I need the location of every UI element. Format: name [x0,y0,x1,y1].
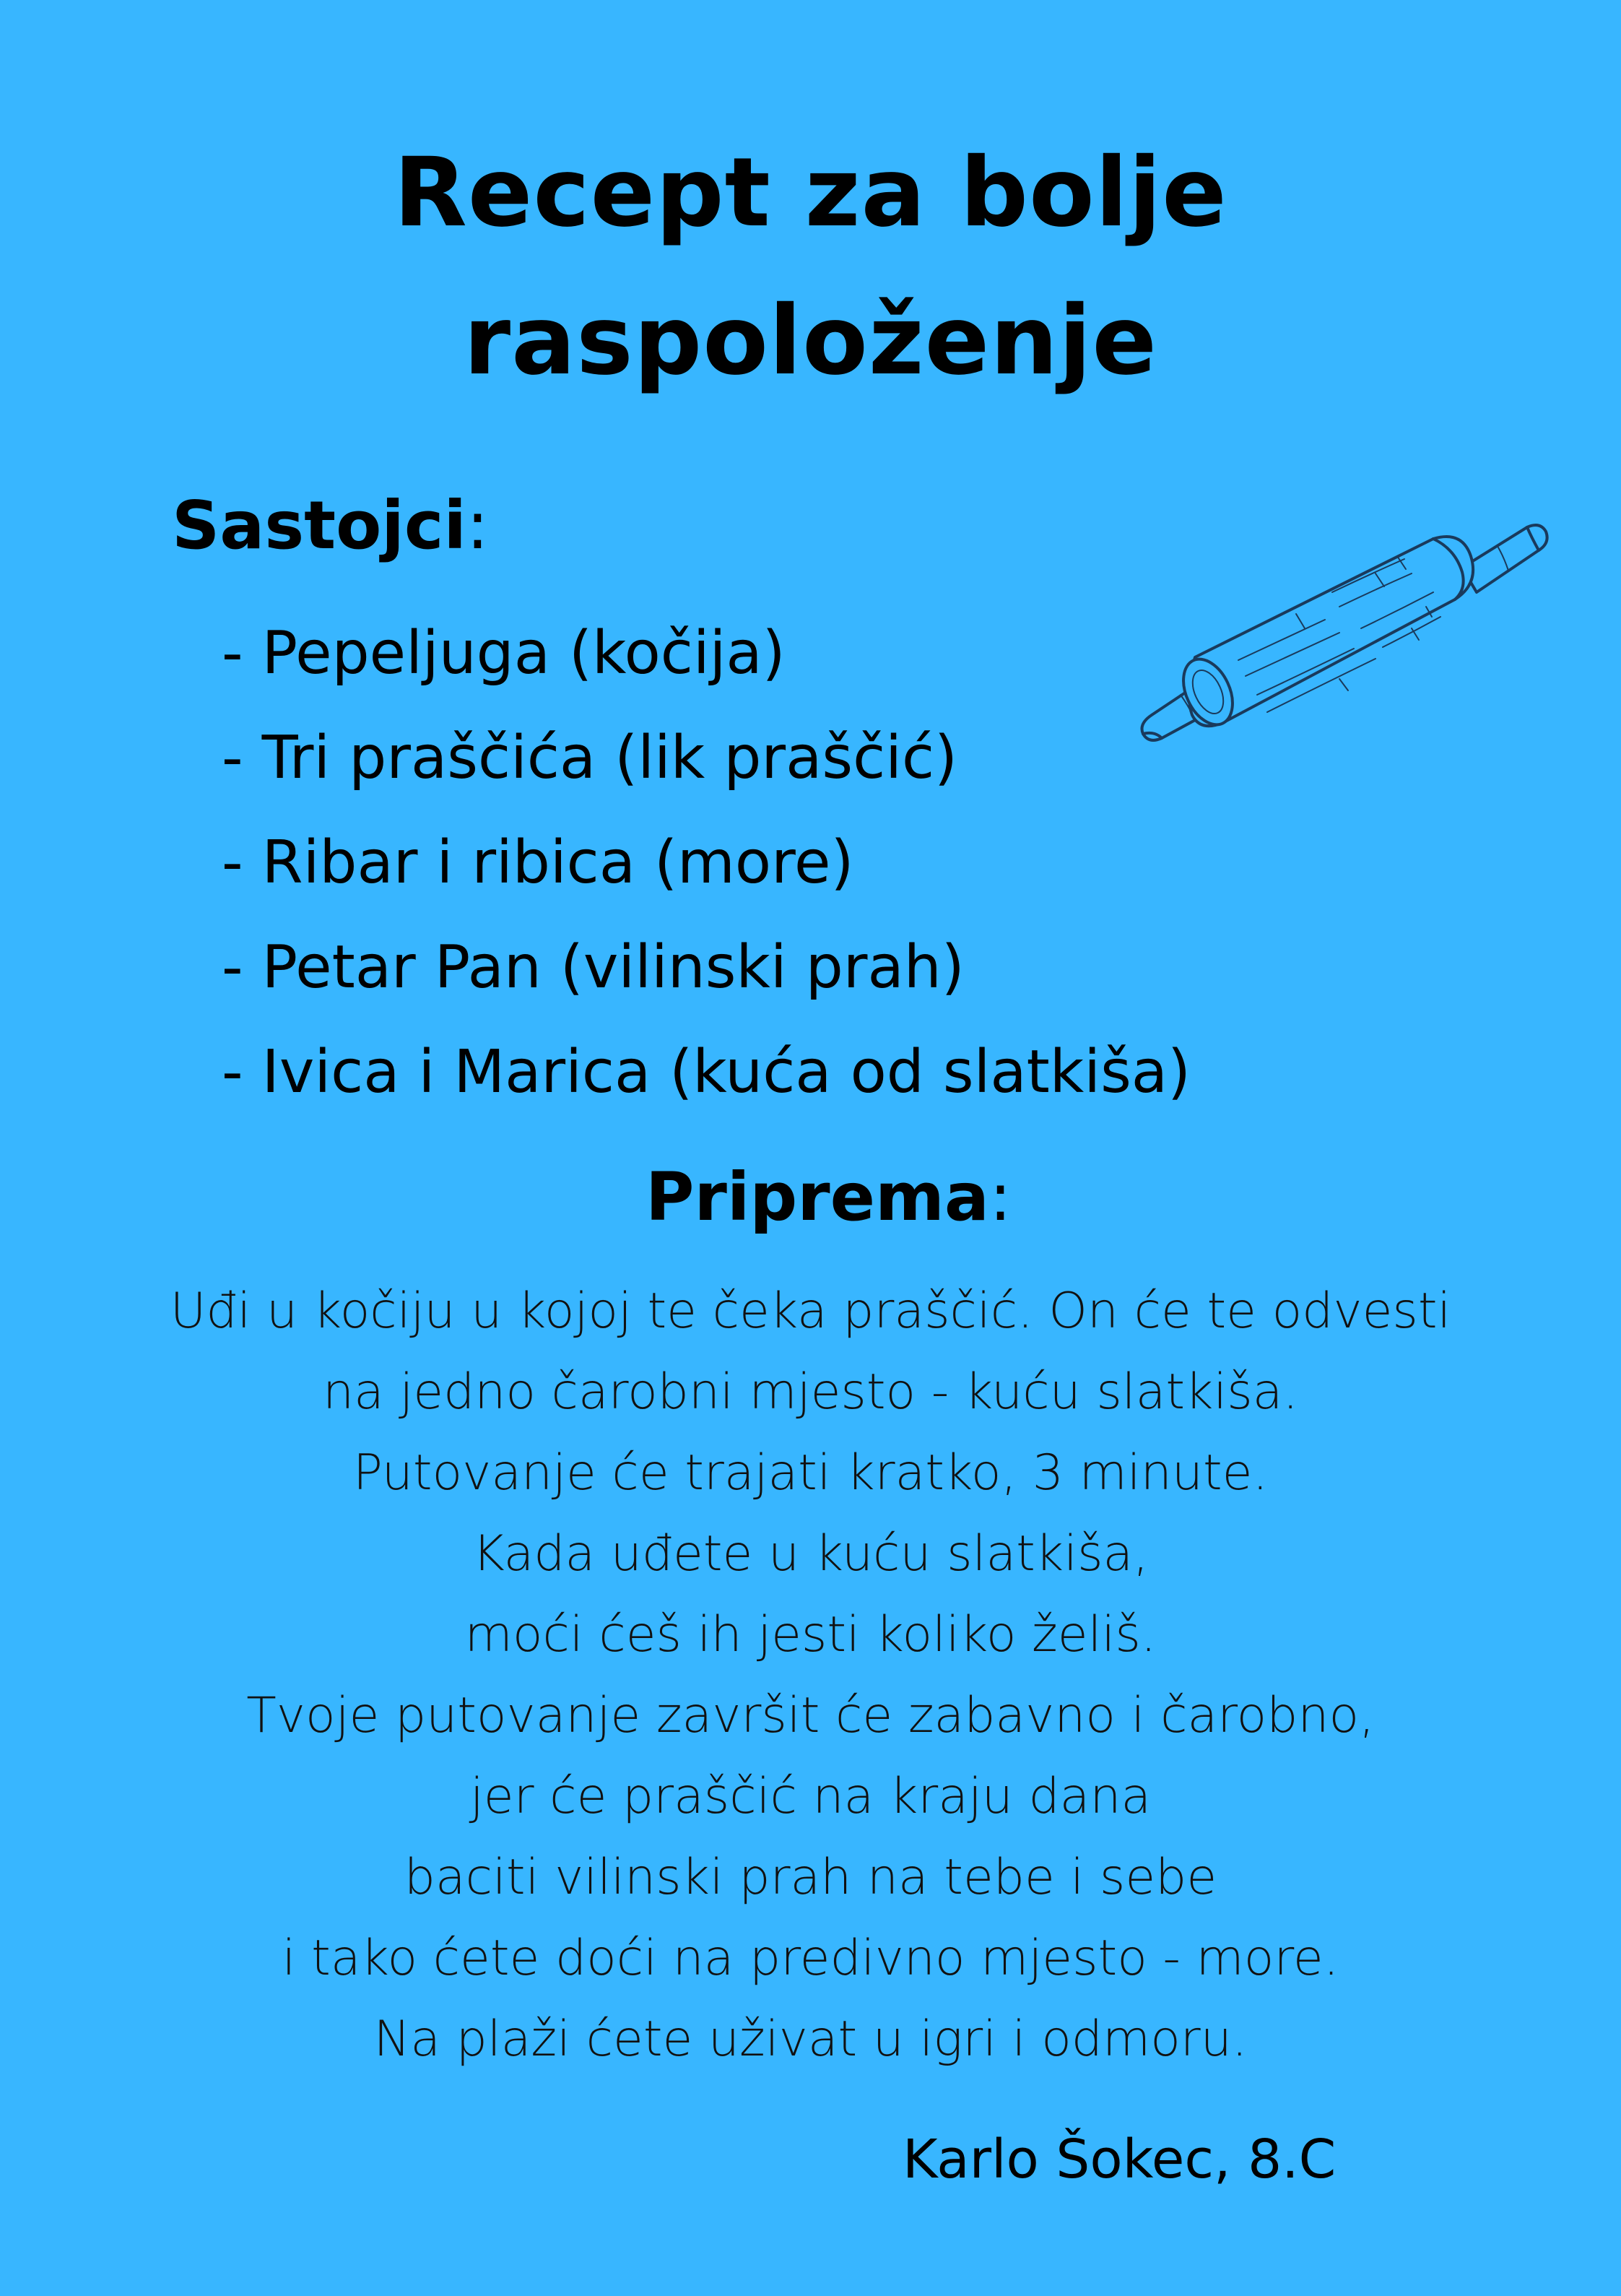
ingredients-heading-colon: : [466,487,489,564]
ingredient-item: - Tri praščića (lik praščić) [222,724,958,792]
preparation-line: baciti vilinski prah na tebe i sebe [404,1849,1217,1906]
title-line-2: raspoloženje [464,285,1157,397]
preparation-line: moći ćeš ih jesti koliko želiš. [464,1606,1157,1663]
preparation-line: Na plaži ćete uživat u igri i odmoru. [373,2011,1248,2068]
ingredients-heading [172,482,489,569]
ingredient-item: - Petar Pan (vilinski prah) [222,933,965,1002]
preparation-heading-colon: : [988,1158,1012,1236]
preparation-heading-label: Priprema [646,1158,989,1236]
ingredients-heading-label: Sastojci [172,487,466,564]
ingredient-item: - Ribar i ribica (more) [222,828,854,897]
preparation-heading [0,1154,1621,1241]
ingredient-item: - Ivica i Marica (kuća od slatkiša) [222,1038,1191,1106]
preparation-line: jer će praščić na kraju dana [469,1768,1152,1825]
preparation-line: Putovanje će trajati kratko, 3 minute. [352,1444,1269,1502]
ingredients-list [222,601,1191,1125]
rolling-pin-icon [1123,506,1556,794]
preparation-line: na jedno čarobni mjesto - kuću slatkiša. [322,1364,1299,1421]
preparation-line: i tako ćete doći na predivno mjesto - more. [282,1930,1339,1987]
page-title [0,119,1621,415]
title-line-1: Recept za bolje [394,137,1227,248]
author-signature: Karlo Šokec, 8.C [903,2128,1337,2191]
preparation-line: Uđi u kočiju u kojoj te čeka praščić. On će te odvesti [170,1283,1451,1340]
preparation-line: Tvoje putovanje završit će zabavno i čarobno, [246,1687,1375,1744]
preparation-line: Kada uđete u kuću slatkiša, [472,1525,1149,1582]
ingredient-item: - Pepeljuga (kočija) [222,619,786,688]
preparation-text [72,1271,1549,2080]
